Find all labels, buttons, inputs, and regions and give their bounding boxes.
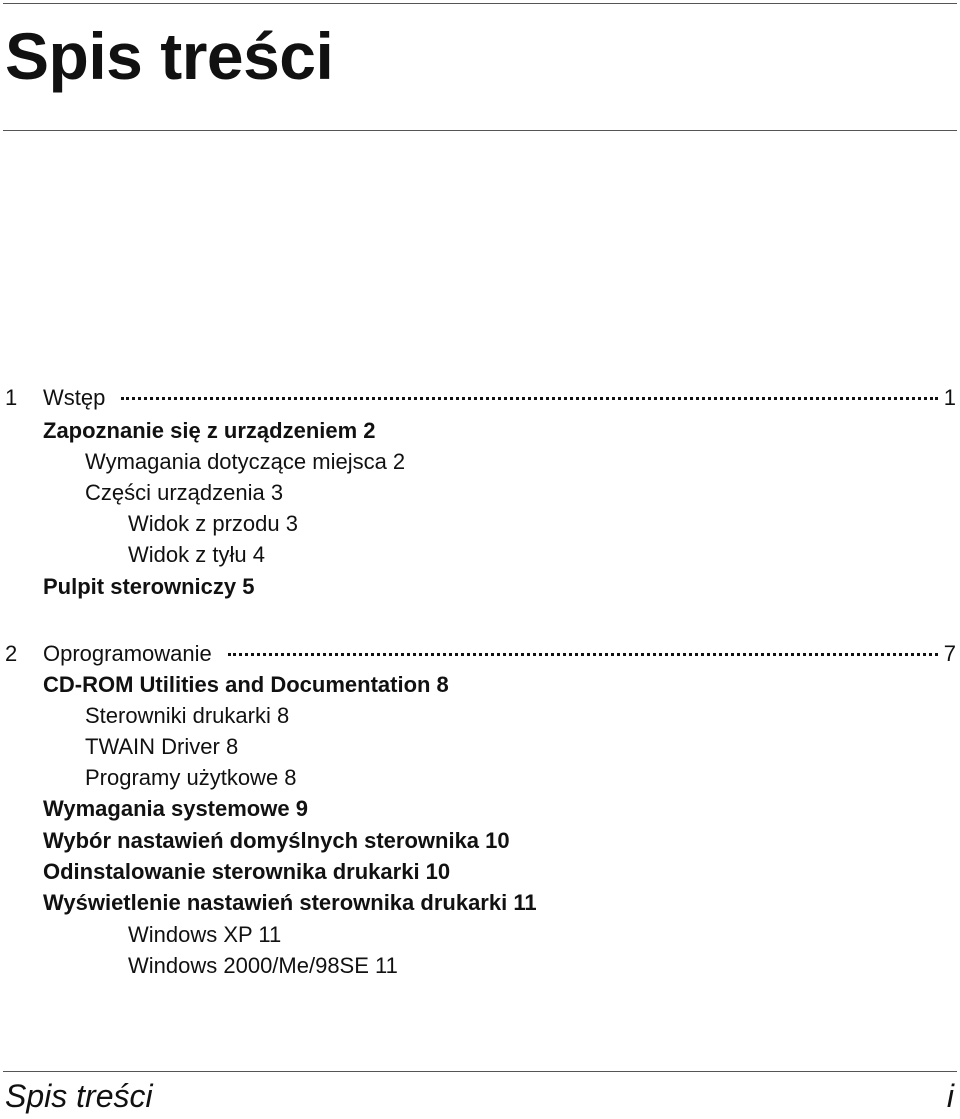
- chapter-number: 2: [5, 641, 18, 666]
- toc-chapter-2[interactable]: [5, 639, 956, 669]
- chapter-title: Wstęp: [43, 385, 106, 410]
- toc-entry[interactable]: CD-ROM Utilities and Documentation 8: [43, 672, 449, 697]
- toc-entry[interactable]: Wybór nastawień domyślnych sterownika 10: [43, 828, 510, 853]
- toc-entry[interactable]: Programy użytkowe 8: [85, 765, 297, 790]
- chapter-title: Oprogramowanie: [43, 641, 212, 666]
- dot-leader: [121, 397, 937, 400]
- toc-entry[interactable]: Zapoznanie się z urządzeniem 2: [43, 418, 376, 443]
- toc-entry[interactable]: Widok z przodu 3: [128, 511, 298, 536]
- toc-entry[interactable]: Części urządzenia 3: [85, 480, 284, 505]
- toc-entry[interactable]: TWAIN Driver 8: [85, 734, 239, 759]
- toc-entry[interactable]: Wymagania systemowe 9: [43, 796, 308, 821]
- page-title: Spis treści: [5, 19, 334, 93]
- top-rule: [3, 3, 957, 4]
- title-rule: [3, 130, 957, 131]
- dot-leader: [228, 653, 938, 656]
- footer-page-number: i: [946, 1078, 954, 1114]
- toc-entry[interactable]: Wymagania dotyczące miejsca 2: [85, 449, 406, 474]
- footer-title: Spis treści: [5, 1078, 153, 1114]
- toc-entry[interactable]: Pulpit sterowniczy 5: [43, 574, 255, 599]
- footer-rule: [3, 1071, 957, 1072]
- chapter-page-number: 1: [943, 385, 956, 410]
- toc-entry[interactable]: Windows 2000/Me/98SE 11: [128, 953, 398, 978]
- toc-entry[interactable]: Sterowniki drukarki 8: [85, 703, 290, 728]
- toc-entry[interactable]: Widok z tyłu 4: [128, 542, 265, 567]
- toc-chapter-1[interactable]: [5, 383, 956, 413]
- toc-entry[interactable]: Odinstalowanie sterownika drukarki 10: [43, 859, 451, 884]
- chapter-number: 1: [5, 385, 18, 410]
- toc-entry[interactable]: Wyświetlenie nastawień sterownika drukarki 11: [43, 890, 537, 915]
- chapter-page-number: 7: [943, 641, 956, 666]
- toc-entry[interactable]: Windows XP 11: [128, 922, 282, 947]
